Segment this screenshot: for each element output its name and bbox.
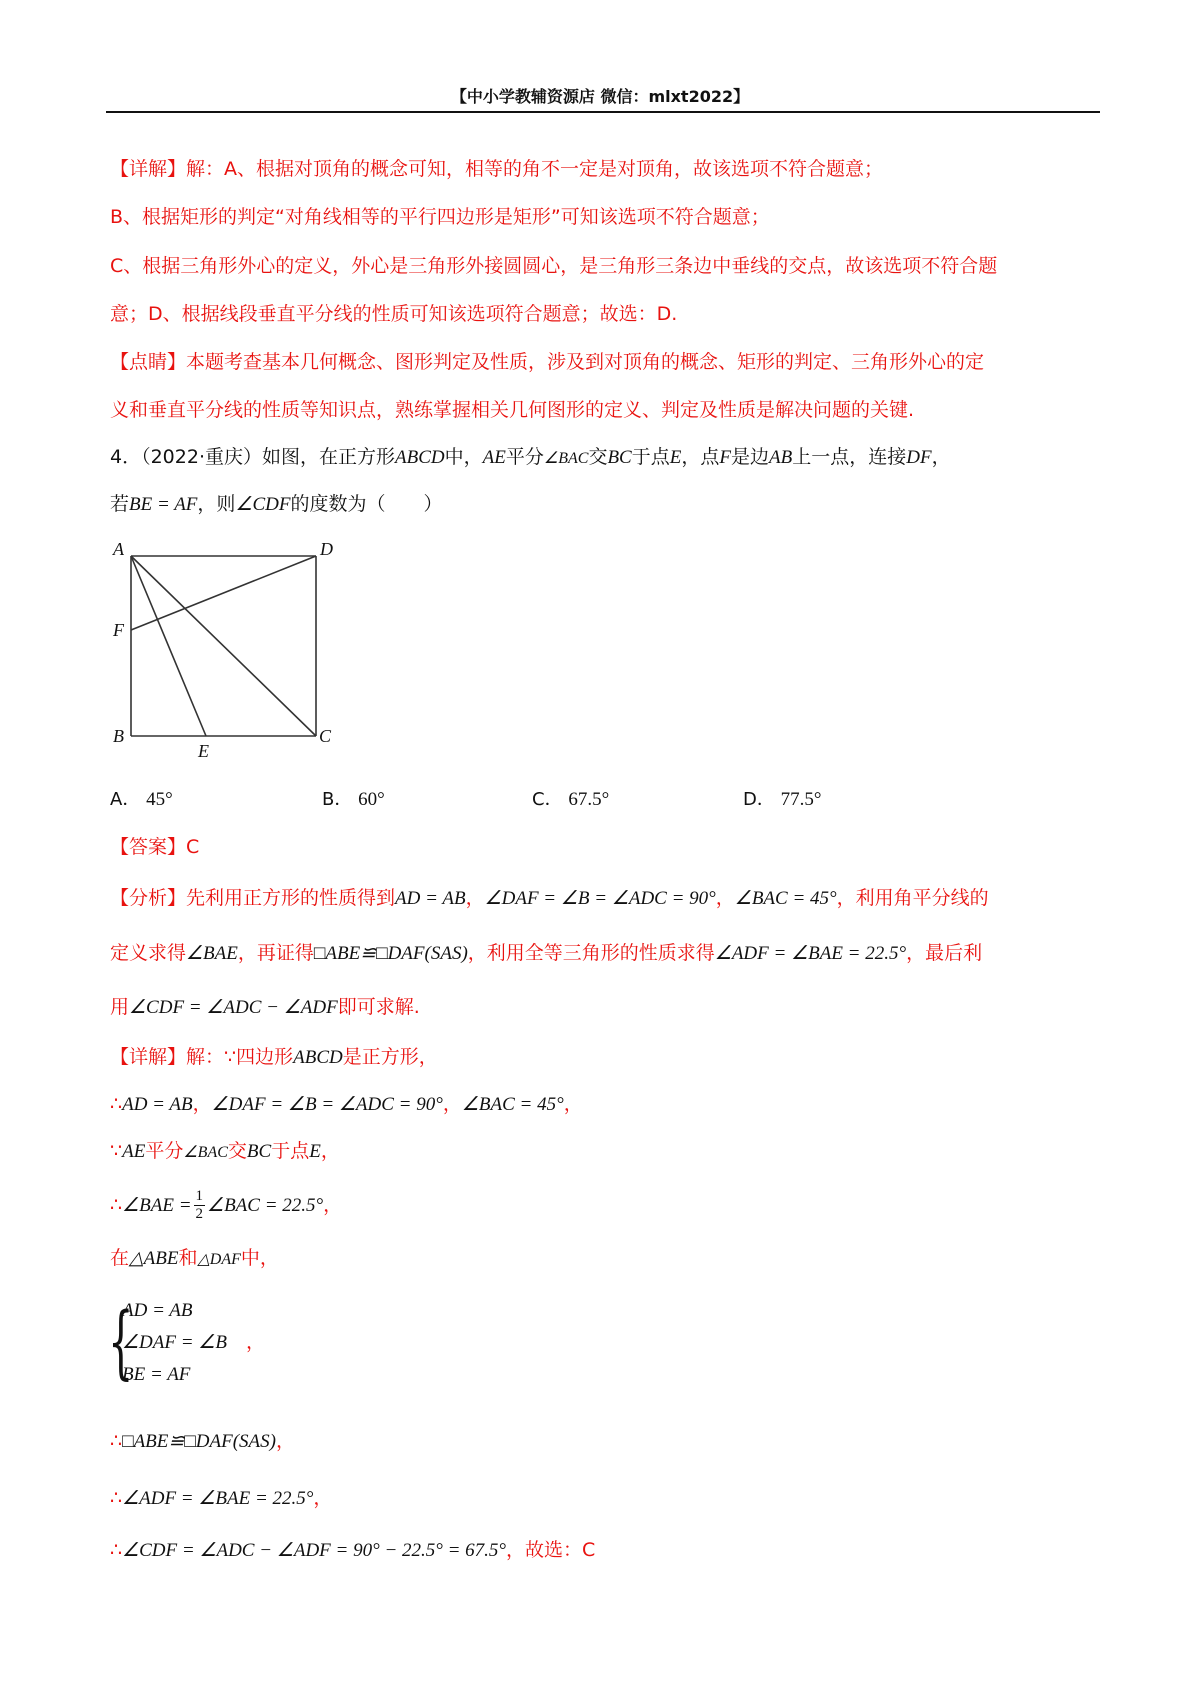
detail-text: 和	[178, 1247, 198, 1269]
detail-text: 交	[227, 1140, 247, 1162]
prev-detail-line-1	[110, 155, 883, 183]
option-b[interactable]	[322, 785, 385, 811]
detail-text: 于点	[271, 1140, 310, 1162]
comma: ，	[442, 1093, 462, 1115]
detail-tag: 【详解】	[110, 1046, 187, 1068]
math-term: □ABE≌□DAF	[122, 1431, 233, 1452]
diagonal-AC	[131, 556, 316, 736]
question-text: 若	[110, 493, 130, 515]
label-A: A	[113, 539, 124, 559]
prev-detail-line-2	[110, 203, 770, 231]
detail-text: C、根据三角形外心的定义，外心是三角形外接圆圆心，是三角形三条边中垂线的交点，故该选项不符合题	[110, 255, 998, 277]
therefore-symbol: ∴	[110, 1430, 123, 1452]
detail-line-7	[110, 1427, 295, 1456]
detail-line-1	[110, 1043, 438, 1072]
analysis-text: ，利用全等三角形的性质求得	[467, 942, 715, 964]
question-text: ，点	[681, 446, 720, 468]
math-term: AE	[122, 1141, 146, 1162]
math-term: △ABE	[129, 1248, 179, 1269]
analysis-tag: 【分析】	[110, 887, 187, 909]
page-header: 【中小学教辅资源店 微信：mlxt2022】	[450, 87, 750, 106]
math-term: ∠BAE	[186, 943, 238, 964]
option-letter: C．	[532, 789, 563, 810]
analysis-text: ，	[465, 887, 485, 909]
math-term: (SAS)	[424, 943, 468, 964]
square-figure	[108, 535, 348, 765]
detail-line-9	[110, 1536, 595, 1565]
comma: ，	[275, 1430, 295, 1452]
analysis-text: ，	[715, 887, 735, 909]
comment-text: 本题考查基本几何概念、图形判定及性质，涉及到对顶角的概念、矩形的判定、三角形外心的定	[186, 351, 985, 373]
math-term: ABCD	[395, 447, 445, 468]
question-text: 的度数为（ ）	[290, 493, 443, 515]
math-term: ∠DAF = ∠B = ∠ADC = 90°	[484, 888, 716, 909]
fraction-numerator: 1	[195, 1188, 204, 1204]
math-term: BE = AF	[129, 494, 198, 515]
answer-value: C	[186, 836, 200, 858]
analysis-line-3	[110, 993, 420, 1022]
detail-text: 是正方形，	[342, 1046, 438, 1068]
analysis-text: ，最后利	[906, 942, 983, 964]
question-text: 中，	[444, 446, 483, 468]
question-text: ，则	[197, 493, 236, 515]
fraction-one-half	[194, 1188, 206, 1223]
comment-tag: 【点睛】	[110, 351, 187, 373]
option-c[interactable]	[532, 785, 609, 811]
math-term: E	[669, 447, 682, 468]
detail-text: 解：A、根据对顶角的概念可知，相等的角不一定是对顶角，故该选项不符合题意；	[186, 158, 884, 180]
detail-line-3	[110, 1137, 340, 1167]
option-a[interactable]	[110, 785, 173, 811]
bisector-AE	[131, 556, 206, 736]
detail-line-2	[110, 1090, 583, 1119]
left-brace: {	[108, 1297, 134, 1389]
analysis-text: ，再证得	[237, 942, 314, 964]
system-line-2: ∠DAF = ∠B	[122, 1332, 227, 1353]
question-text: ，	[931, 446, 951, 468]
therefore-symbol: ∴	[110, 1487, 123, 1509]
system-line-3: BE = AF	[122, 1364, 191, 1385]
detail-text: 解：∵四边形	[186, 1046, 294, 1068]
comma: ，	[246, 1332, 266, 1353]
option-letter: D．	[743, 789, 775, 810]
math-term: DF	[906, 447, 932, 468]
math-term: ∠ADF = ∠BAE = 22.5°	[122, 1488, 314, 1509]
math-term: AD = AB	[122, 1094, 193, 1115]
comma: ，	[313, 1487, 333, 1509]
option-letter: A．	[110, 789, 141, 810]
math-term: □ABE≌□DAF	[313, 943, 425, 964]
question-text: 于点	[631, 446, 670, 468]
comma: ，	[323, 1194, 343, 1216]
label-C: C	[319, 726, 332, 746]
question-line-1	[110, 443, 951, 473]
analysis-line-2	[110, 939, 982, 968]
prev-detail-line-4	[110, 300, 677, 328]
prev-comment-line-2	[110, 396, 914, 424]
therefore-symbol: ∴	[110, 1093, 123, 1115]
option-value: 77.5°	[780, 789, 822, 810]
question-text: 如图，在正方形	[262, 446, 396, 468]
comma: ，	[563, 1093, 583, 1115]
analysis-text: 即可求解.	[337, 996, 420, 1018]
option-value: 67.5°	[568, 789, 610, 810]
detail-line-8	[110, 1484, 332, 1513]
option-d[interactable]	[743, 785, 821, 811]
detail-line-5	[110, 1244, 279, 1274]
detail-line-4	[110, 1188, 342, 1223]
detail-text: ，故选：C	[506, 1539, 596, 1561]
option-letter: B．	[322, 789, 353, 810]
math-term: E	[309, 1141, 321, 1162]
math-term: ∠DAF = ∠B = ∠ADC = 90°	[211, 1094, 443, 1115]
option-value: 45°	[146, 789, 173, 810]
fraction-denominator: 2	[195, 1206, 204, 1222]
math-term: ∠BAC	[543, 450, 589, 467]
option-value: 60°	[358, 789, 385, 810]
math-term: AD = AB	[395, 888, 466, 909]
question-source: （2022·重庆）	[141, 446, 262, 468]
math-term: ∠BAC = 45°	[461, 1094, 564, 1115]
question-text: 交	[588, 446, 608, 468]
detail-text: B、根据矩形的判定“对角线相等的平行四边形是矩形”可知该选项不符合题意；	[110, 206, 770, 228]
math-term: BC	[607, 447, 632, 468]
math-term: ABCD	[293, 1047, 343, 1068]
detail-text: 平分	[145, 1140, 184, 1162]
detail-text: 中，	[240, 1247, 279, 1269]
math-term: BC	[246, 1141, 272, 1162]
answer-tag: 【答案】	[110, 836, 187, 858]
prev-detail-line-3	[110, 252, 997, 280]
math-term: ∠CDF = ∠ADC − ∠ADF	[129, 997, 338, 1018]
therefore-symbol: ∴	[110, 1539, 123, 1561]
system-line-1: AD = AB	[122, 1300, 193, 1321]
analysis-text: 用	[110, 996, 130, 1018]
label-E: E	[198, 741, 209, 761]
comma: ，	[192, 1093, 212, 1115]
math-term: F	[719, 447, 731, 468]
label-D: D	[320, 539, 333, 559]
answer-line	[110, 833, 199, 861]
analysis-text: ，利用角平分线的	[836, 887, 989, 909]
question-text: 是边	[730, 446, 769, 468]
detail-tag: 【详解】	[110, 158, 187, 180]
math-term: △DAF	[197, 1251, 241, 1268]
analysis-text: 定义求得	[110, 942, 187, 964]
math-term: ∠BAE =	[122, 1195, 192, 1216]
question-line-2	[110, 490, 443, 519]
analysis-line-1	[110, 884, 989, 913]
math-term: AE	[482, 447, 506, 468]
math-term: ∠BAC	[183, 1144, 228, 1161]
question-number: 4．	[110, 446, 142, 468]
math-term: (SAS)	[232, 1431, 276, 1452]
comment-text: 义和垂直平分线的性质等知识点，熟练掌握相关几何图形的定义、判定及性质是解决问题的关键.	[110, 399, 915, 421]
question-text: 平分	[505, 446, 544, 468]
math-term: ∠BAC = 22.5°	[207, 1195, 324, 1216]
comma: ，	[320, 1140, 340, 1162]
segment-DF	[131, 556, 316, 630]
detail-text: 在	[110, 1247, 130, 1269]
prev-comment-line-1	[110, 348, 984, 376]
label-F: F	[113, 620, 124, 640]
therefore-symbol: ∴	[110, 1194, 123, 1216]
because-symbol: ∵	[110, 1140, 123, 1162]
detail-text: 意；D、根据线段垂直平分线的性质可知该选项符合题意；故选：D.	[110, 303, 678, 325]
math-term: ∠ADF = ∠BAE = 22.5°	[714, 943, 907, 964]
math-term: ∠CDF	[235, 494, 291, 515]
question-text: 上一点，连接	[792, 446, 907, 468]
label-B: B	[113, 726, 124, 746]
header-divider	[106, 111, 1100, 113]
analysis-text: 先利用正方形的性质得到	[186, 887, 396, 909]
math-term: ∠BAC = 45°	[734, 888, 837, 909]
math-term: ∠CDF = ∠ADC − ∠ADF = 90° − 22.5° = 67.5°	[122, 1540, 507, 1561]
math-term: AB	[769, 447, 793, 468]
